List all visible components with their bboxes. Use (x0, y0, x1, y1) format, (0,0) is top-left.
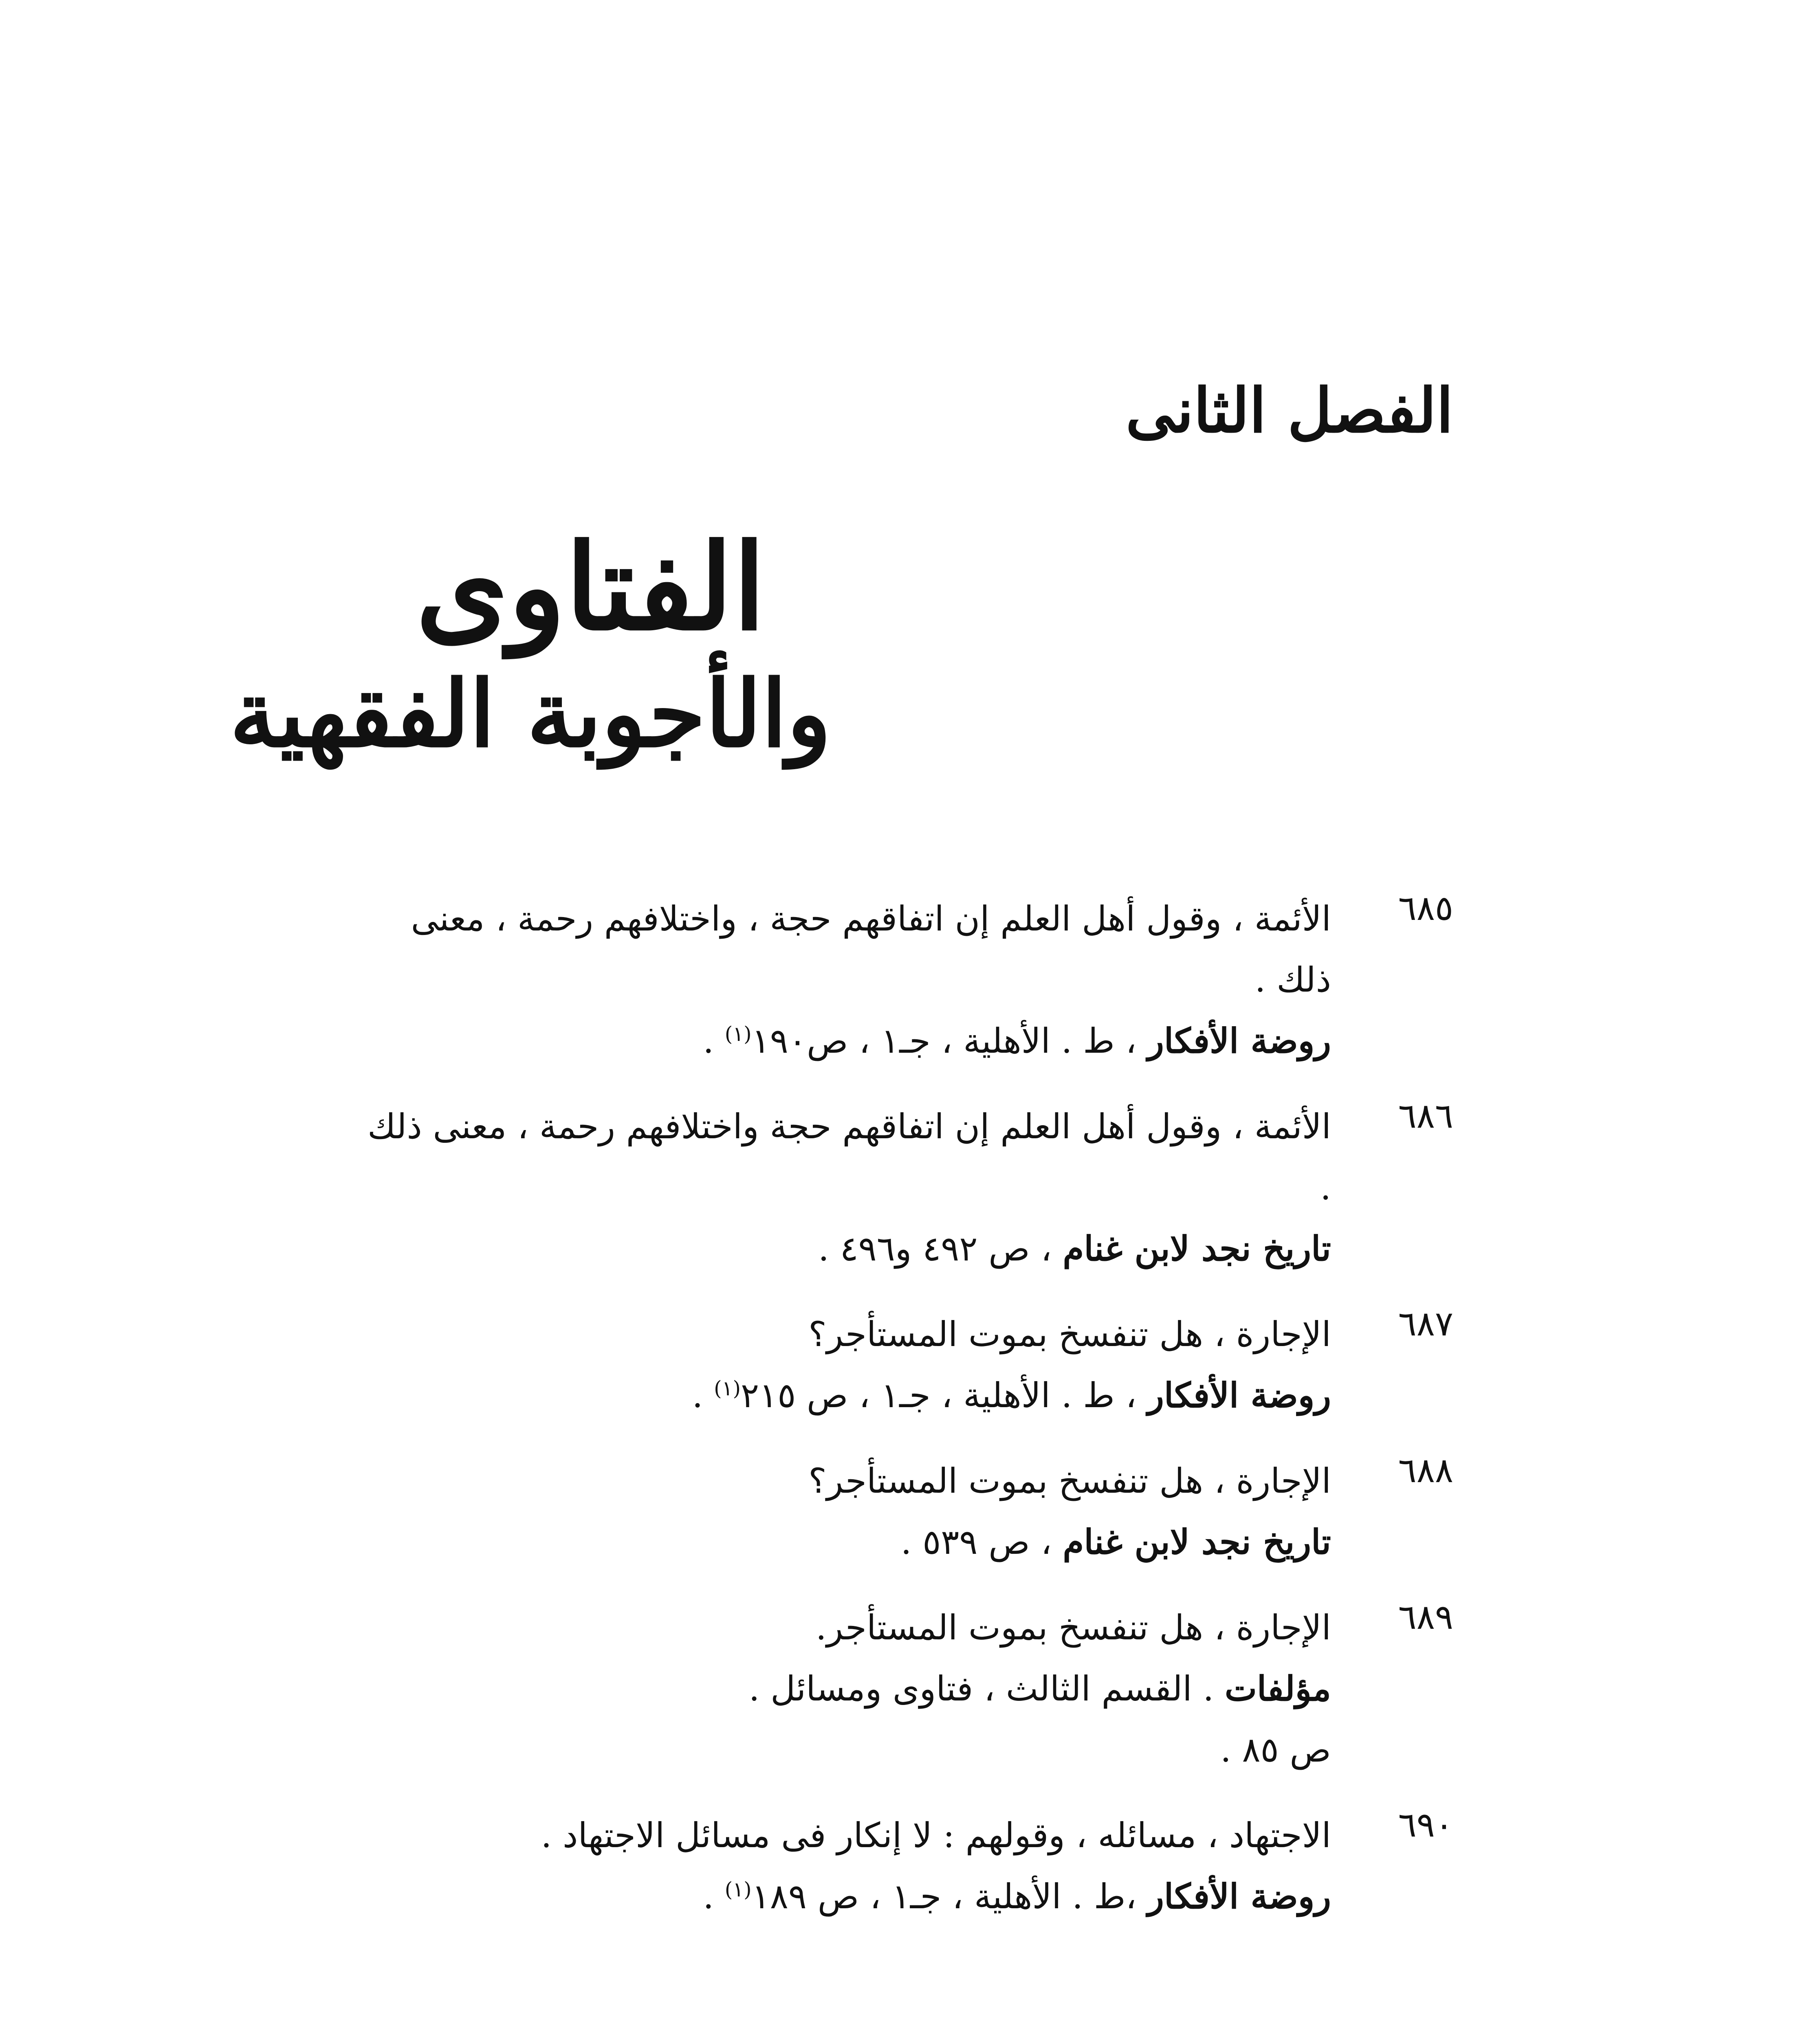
source-book: تاريخ نجد لابن غنام (1063, 1522, 1331, 1562)
entry-text: الأئمة ، وقول أهل العلم إن اتفاقهم حجة واختلافهم رحمة ، معنى ذلك . (367, 1106, 1331, 1208)
entry-source (353, 1658, 1331, 1719)
entry-number: ٦٩٠ (1398, 1805, 1453, 1845)
entry-extra: ص ٨٥ . (1220, 1730, 1331, 1770)
list-item (353, 888, 1453, 1071)
entry-list (353, 888, 1453, 1951)
section-title-line-1: الفتاوى (416, 518, 766, 657)
source-end: . (703, 1021, 725, 1061)
footnote-ref: (١) (724, 1878, 752, 1901)
entry-source (353, 1511, 1331, 1573)
source-details: ، ص ٥٣٩ . (900, 1522, 1063, 1562)
entry-number: ٦٨٥ (1398, 888, 1453, 928)
source-book: روضة الأفكار (1147, 1876, 1331, 1916)
section-title (229, 518, 831, 768)
entry-number: ٦٨٩ (1398, 1597, 1453, 1637)
source-end: . (692, 1375, 714, 1415)
entry-source (353, 1365, 1331, 1426)
source-book: تاريخ نجد لابن غنام (1063, 1228, 1331, 1269)
list-item (353, 1304, 1453, 1426)
source-details: ، ط . الأهلية ، جـ١ ، ص١٩٠ (751, 1021, 1148, 1061)
entry-text: الإجارة ، هل تنفسخ بموت المستأجر؟ (808, 1461, 1331, 1501)
source-book: مؤلفات (1224, 1668, 1331, 1709)
list-item (353, 1096, 1453, 1279)
list-item (353, 1450, 1453, 1573)
entry-text: الإجارة ، هل تنفسخ بموت المستأجر. (815, 1608, 1331, 1648)
source-book: روضة الأفكار (1147, 1021, 1331, 1061)
entry-text: الإجارة ، هل تنفسخ بموت المستأجر؟ (808, 1314, 1331, 1354)
entry-source (353, 1010, 1331, 1071)
entry-number: ٦٨٨ (1398, 1450, 1453, 1490)
source-details: ، ط . الأهلية ، جـ١ ، ص ٢١٥ (740, 1375, 1148, 1415)
chapter-title: الفصل الثانى (1125, 375, 1453, 447)
source-details: ،ط . الأهلية ، جـ١ ، ص ١٨٩ (751, 1876, 1148, 1916)
footnote-ref: (١) (714, 1377, 741, 1400)
section-title-line-2: والأجوبة الفقهية (229, 660, 831, 768)
entry-number: ٦٨٦ (1398, 1096, 1453, 1136)
entry-number: ٦٨٧ (1398, 1304, 1453, 1344)
entry-text: الأئمة ، وقول أهل العلم إن اتفاقهم حجة ، واختلافهم رحمة ، معنى ذلك . (411, 899, 1331, 1000)
list-item (353, 1597, 1453, 1780)
footnote-ref: (١) (724, 1022, 752, 1046)
source-details: . القسم الثالث ، فتاوى ومسائل . (748, 1669, 1225, 1709)
entry-source (353, 1866, 1331, 1927)
list-item (353, 1805, 1453, 1927)
source-details: ، ص ٤٩٢ و٤٩٦ . (818, 1229, 1063, 1269)
entry-source (353, 1218, 1331, 1279)
source-end: . (703, 1876, 725, 1916)
entry-text: الاجتهاد ، مسائله ، وقولهم : لا إنكار فى مسائل الاجتهاد . (541, 1815, 1331, 1855)
source-book: روضة الأفكار (1147, 1375, 1331, 1415)
